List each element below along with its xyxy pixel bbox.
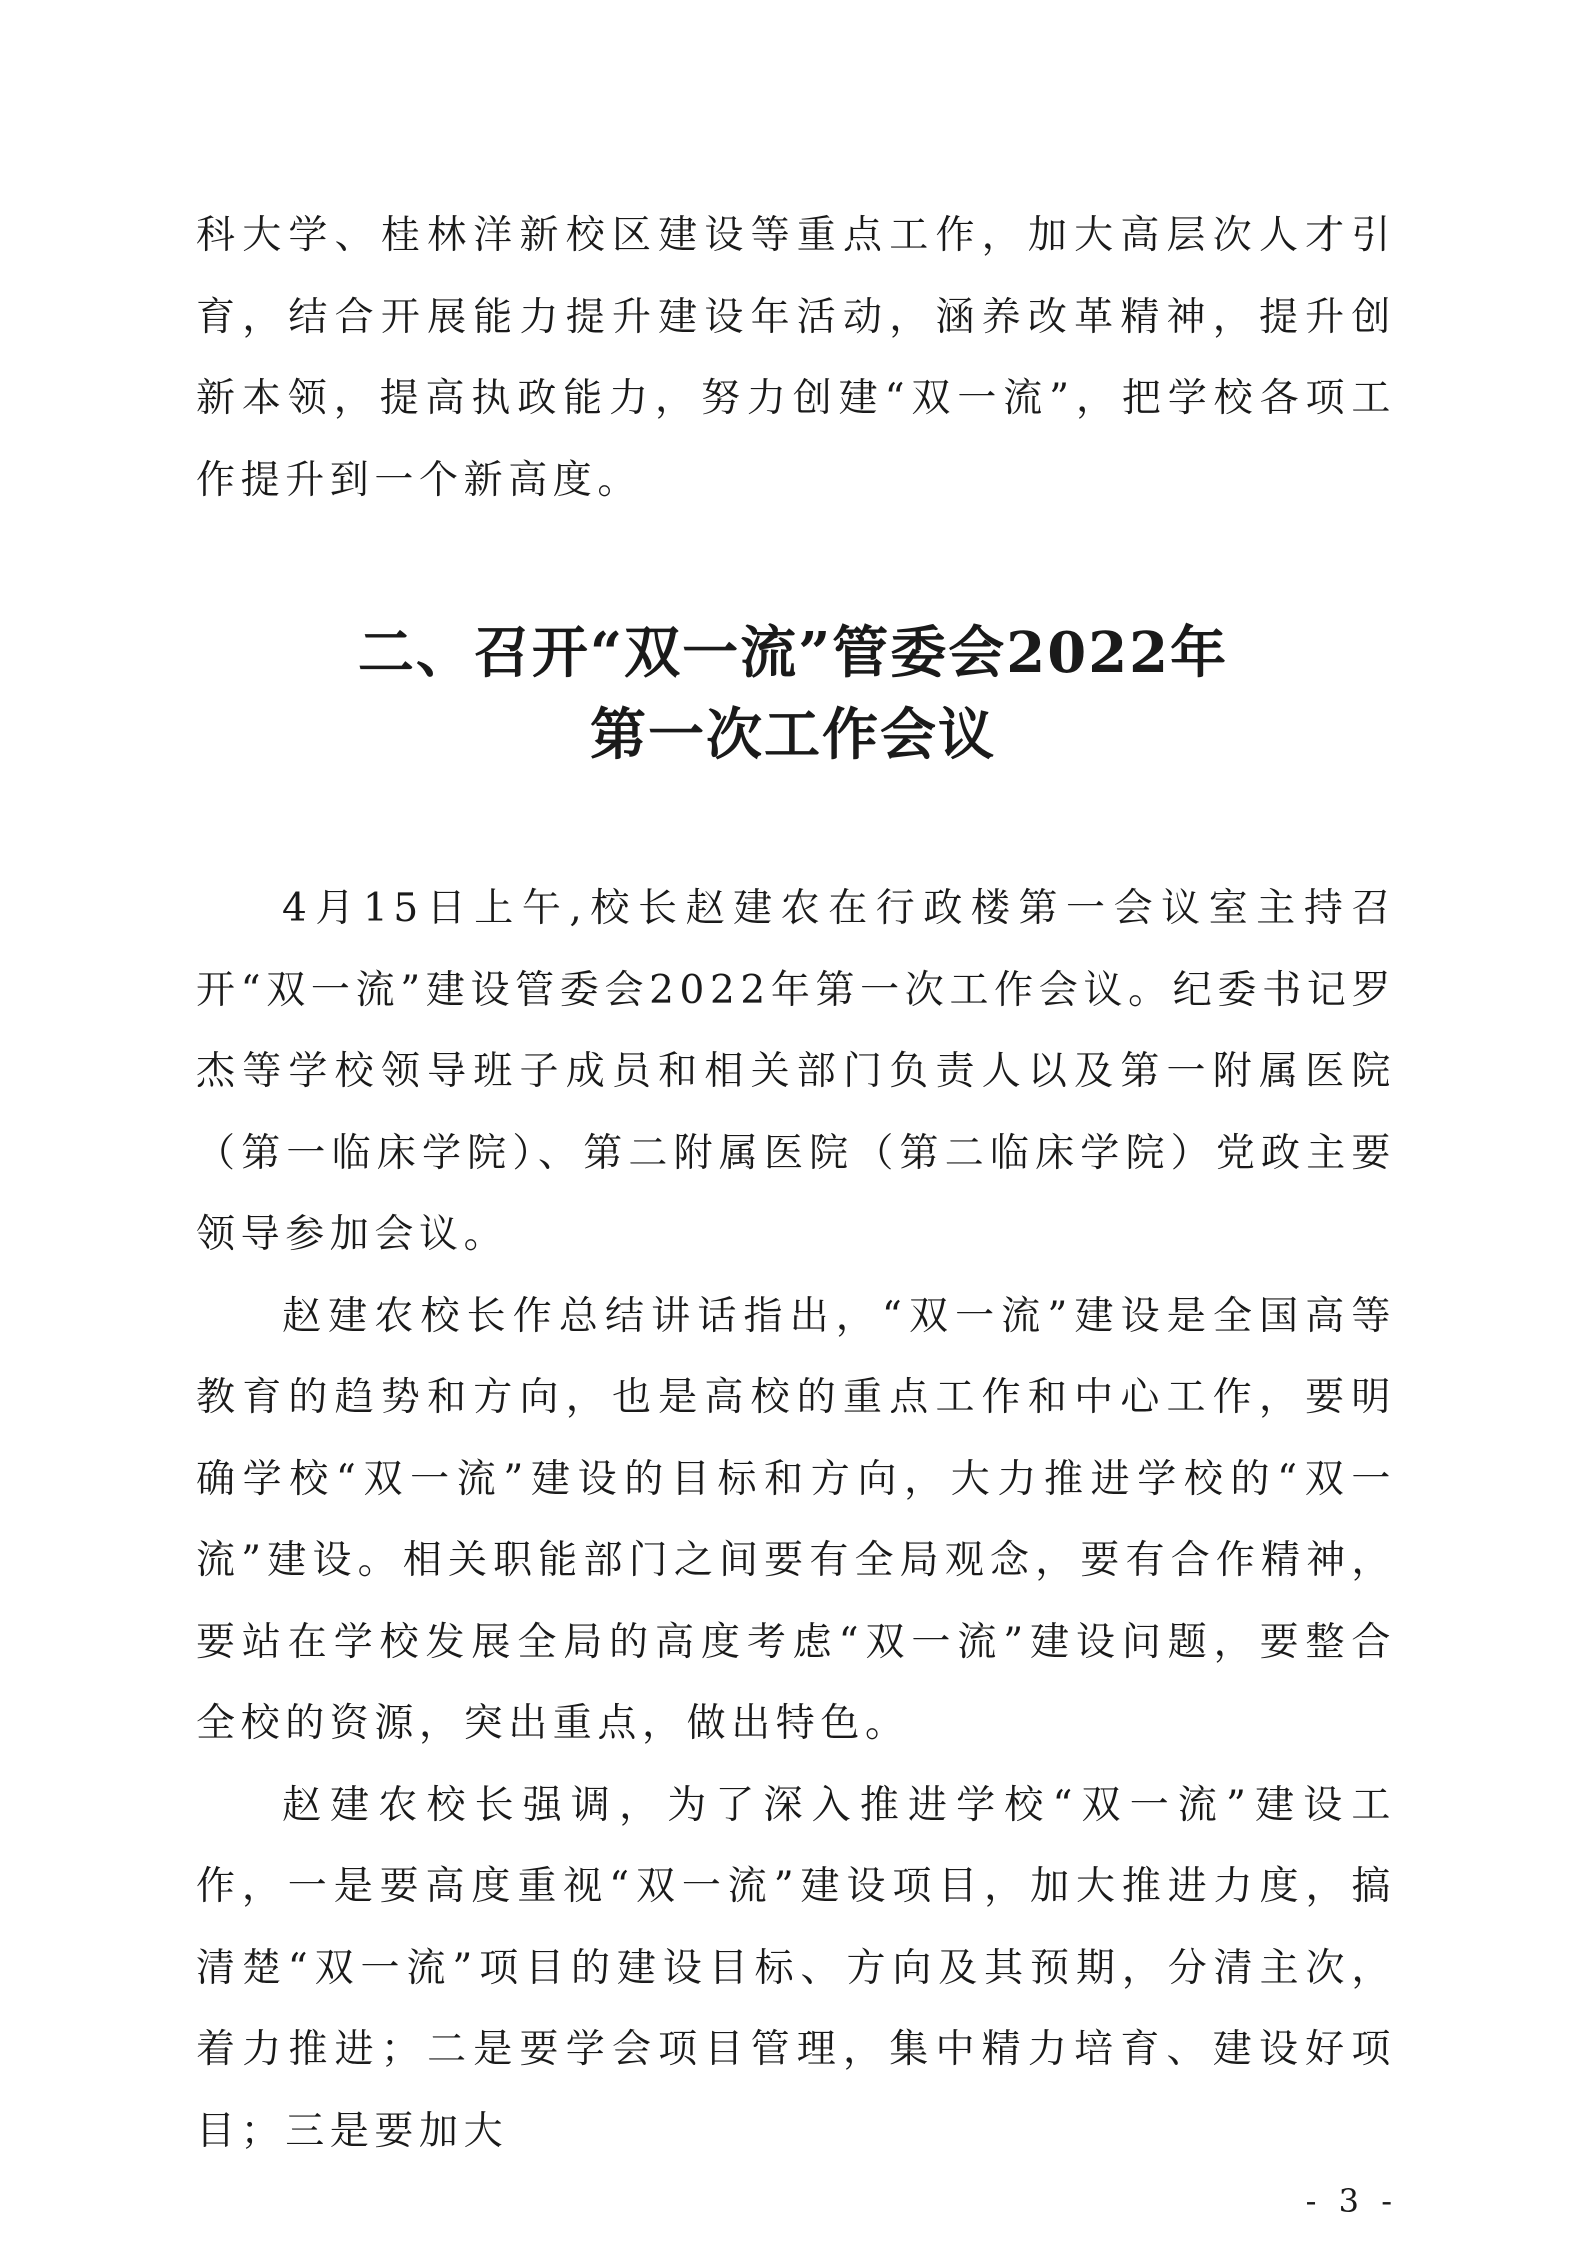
section-heading-line-2: 第一次工作会议	[590, 702, 996, 768]
body-paragraph-3: 赵建农校长强调，为了深入推进学校“双一流”建设工作，一是要高度重视“双一流”建设项目，加大推进力度，搞清楚“双一流”项目的建设目标、方向及其预期，分清主次，着力推进；二是要学会项目管理，集中精力培育、建设好项目；三是要加大	[196, 1782, 1396, 2154]
body-paragraph-2: 赵建农校长作总结讲话指出，“双一流”建设是全国高等教育的趋势和方向，也是高校的重点工作和中心工作，要明确学校“双一流”建设的目标和方向，大力推进学校的“双一流”建设。相关职能部门之间要有全局观念，要有合作精神，要站在学校发展全局的高度考虑“双一流”建设问题，要整合全校的资源，突出重点，做出特色。	[196, 1293, 1396, 1746]
continuation-block	[196, 195, 1396, 521]
section-body	[196, 868, 1396, 2172]
section-heading-line-1: 二、召开“双一流”管委会2022年	[357, 620, 1229, 686]
body-paragraph-1: 4月15日上午,校长赵建农在行政楼第一会议室主持召开“双一流”建设管委会2022年第一次工作会议。纪委书记罗杰等学校领导班子成员和相关部门负责人以及第一附属医院（第一临床学院）、第二附属医院（第二临床学院）党政主要领导参加会议。	[196, 886, 1396, 1257]
continuation-paragraph: 科大学、桂林洋新校区建设等重点工作，加大高层次人才引育，结合开展能力提升建设年活动，涵养改革精神，提升创新本领，提高执政能力，努力创建“双一流”，把学校各项工作提升到一个新高度。	[196, 213, 1396, 503]
page-number: - 3 -	[1305, 2182, 1398, 2220]
